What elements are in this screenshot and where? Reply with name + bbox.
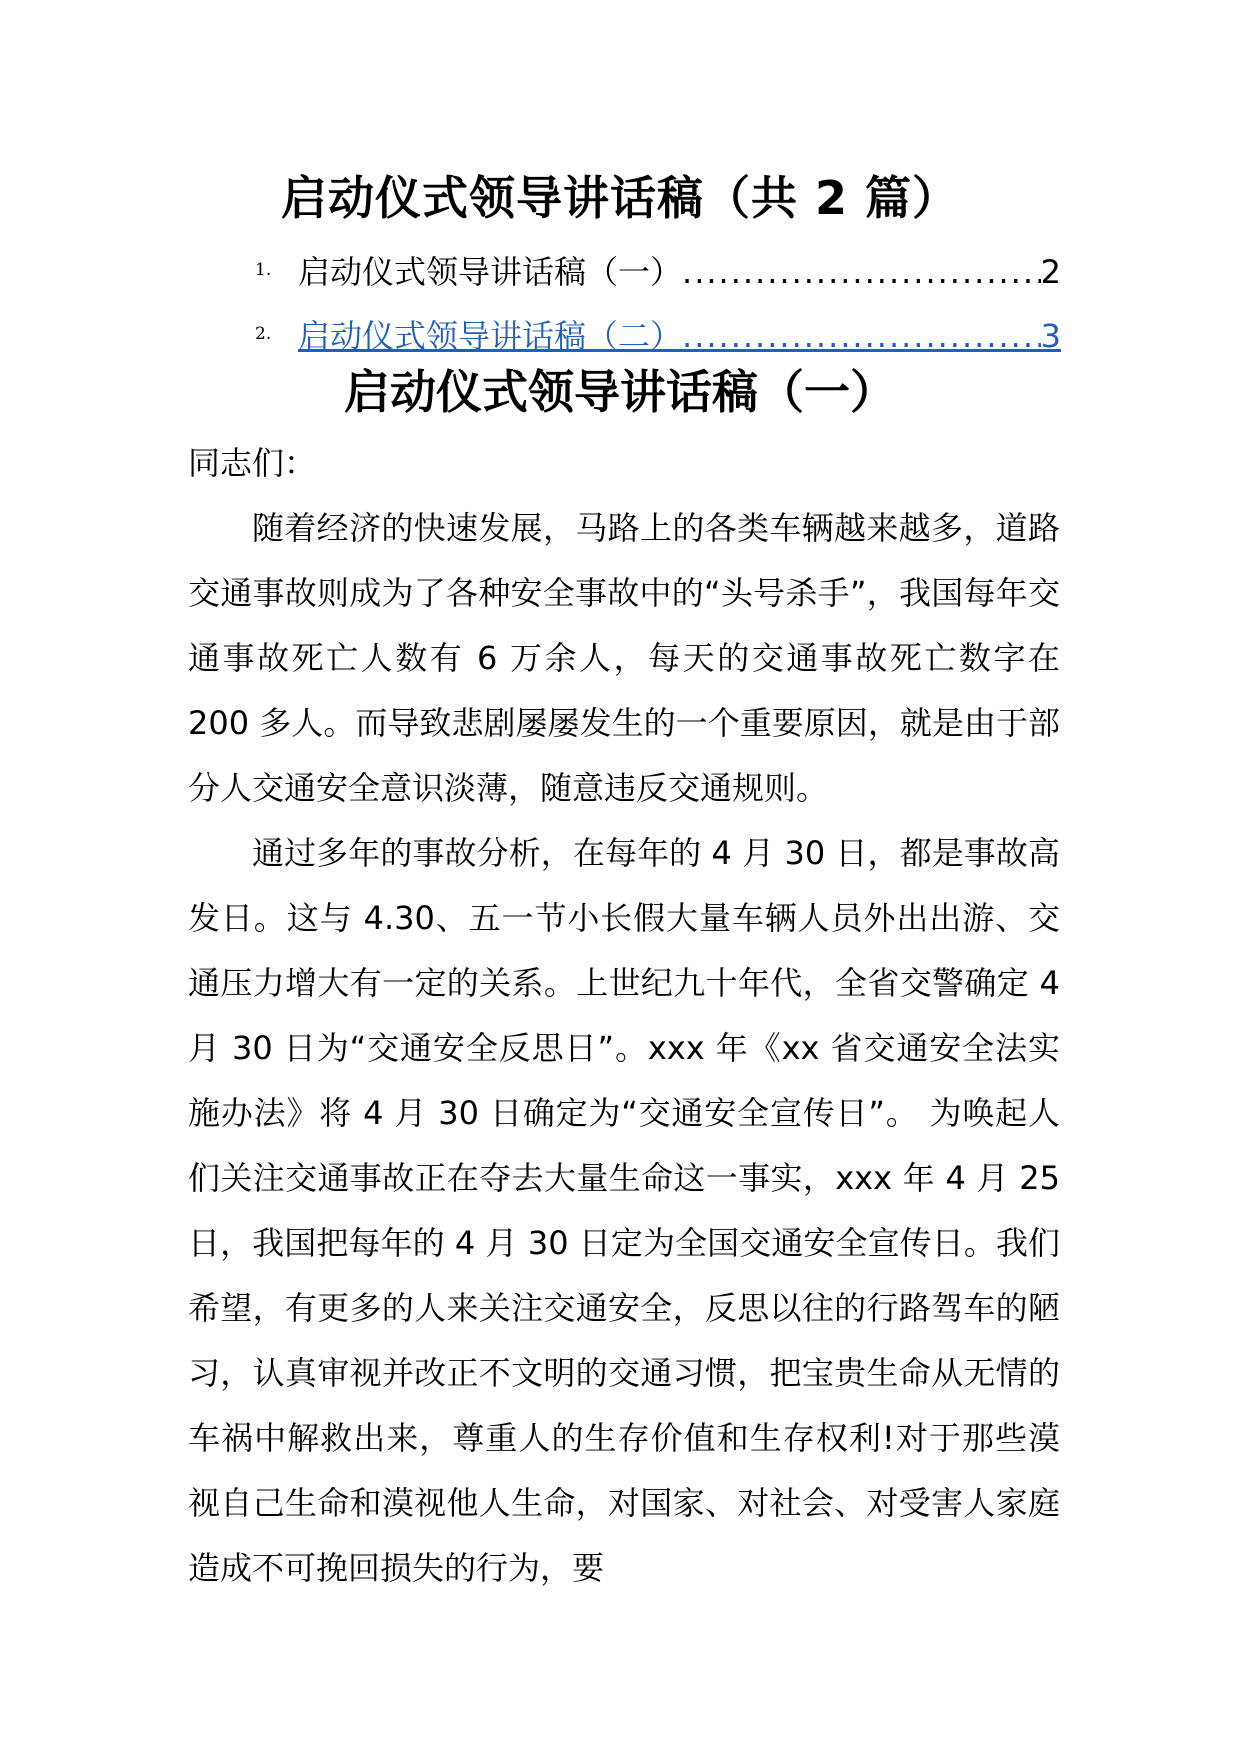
section-title: 启动仪式领导讲话稿（一） bbox=[344, 365, 896, 419]
body-paragraph-1: 随着经济的快速发展，马路上的各类车辆越来越多，道路交通事故则成为了各种安全事故中的“头号杀手”，我国每年交通事故死亡人数有 6 万余人，每天的交通事故死亡数字在 200 多人。而导致悲剧屡屡发生的一个重要原因，就是由于部分人交通安全意识淡薄，随意违反交通规则。 bbox=[188, 509, 1060, 807]
toc-item-link[interactable] bbox=[298, 311, 1061, 357]
toc-item-page: 2 bbox=[1040, 253, 1061, 291]
toc-dot-leader[interactable] bbox=[682, 317, 1041, 355]
toc-item-text: 启动仪式领导讲话稿（一） bbox=[298, 253, 683, 291]
toc-item-number: 2. bbox=[255, 324, 272, 344]
toc-item-text[interactable]: 启动仪式领导讲话稿（二） bbox=[298, 317, 683, 355]
body-paragraph-2: 通过多年的事故分析，在每年的 4 月 30 日，都是事故高发日。这与 4.30、五一节小长假大量车辆人员外出出游、交通压力增大有一定的关系。上世纪九十年代，全省交警确定 4 月 30 日为“交通安全反思日”。xxx 年《xx 省交通安全法实施办法》将 4 月 30 日确定为“交通安全宣传日”。 为唤起人们关注交通事故正在夺去大量生命这一事实，xxx 年 4 月 25 日，我国把每年的 4 月 30 日定为全国交通安全宣传日。我们希望，有更多的人来关注交通安全，反思以往的行路驾车的陋习，认真审视并改正不文明的交通习惯，把宝贵生命从无情的车祸中解救出来，尊重人的生存价值和生存权利!对于那些漠视自己生命和漠视他人生命，对国家、对社会、对受害人家庭造成不可挽回损失的行为，要 bbox=[188, 834, 1060, 1587]
toc-item-2[interactable] bbox=[255, 302, 1061, 366]
table-of-contents bbox=[255, 238, 1061, 366]
document-body bbox=[188, 431, 1060, 1601]
toc-item-1 bbox=[255, 238, 1061, 302]
toc-item-number: 1. bbox=[255, 260, 272, 280]
document-title: 启动仪式领导讲话稿（共 2 篇） bbox=[280, 171, 960, 225]
toc-item-entry bbox=[298, 247, 1061, 293]
toc-dot-leader bbox=[682, 253, 1041, 291]
salutation: 同志们： bbox=[188, 444, 317, 482]
toc-item-page[interactable]: 3 bbox=[1040, 317, 1061, 355]
